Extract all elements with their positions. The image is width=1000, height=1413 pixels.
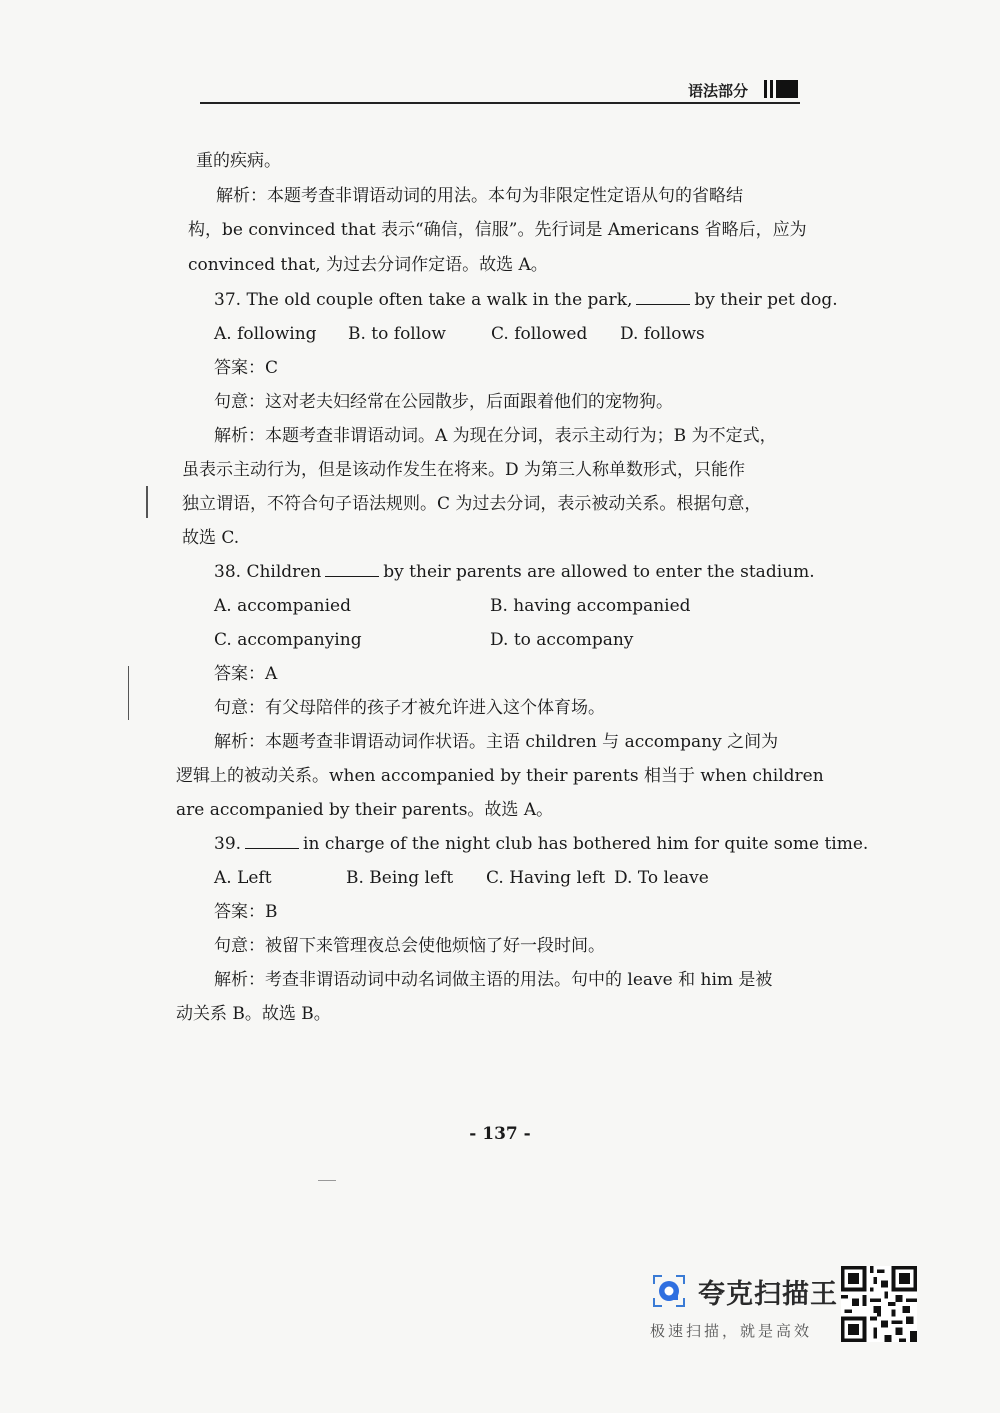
page-number: - 137 - [469,1124,531,1144]
text-line: 解析：本题考查非谓语动词的用法。本句为非限定性定语从句的省略结 [216,186,743,206]
text-line: 重的疾病。 [196,151,281,171]
question-text: 39. [214,834,242,854]
option-c: C. accompanying [214,630,362,650]
option-d: D. follows [620,324,705,344]
text-line: 构，be convinced that 表示“确信，信服”。先行词是 Americans 省略后，应为 [188,220,807,240]
question-text: 38. Children [214,562,322,582]
question-text: in charge of the night club has bothered him for quite some time. [303,834,869,854]
watermark-subtitle: 极速扫描，就是高效 [650,1322,813,1340]
section-title: 语法部分 [687,82,748,100]
explanation-line: 故选 C. [182,528,240,548]
watermark-title: 夸克扫描王 [698,1279,838,1310]
question-text: 37. The old couple often take a walk in the park, [214,290,633,310]
meaning-line: 句意：这对老夫妇经常在公园散步，后面跟着他们的宠物狗。 [214,392,673,412]
margin-mark [146,486,148,518]
explanation-line: 逻辑上的被动关系。when accompanied by their parents 相当于 when children [176,766,824,786]
question-37 [214,289,838,311]
question-38 [214,561,815,583]
answer-line: 答案：C [214,358,279,378]
meaning-line: 句意：有父母陪伴的孩子才被允许进入这个体育场。 [214,698,605,718]
option-c: C. followed [491,324,588,344]
explanation-line: 独立谓语，不符合句子语法规则。C 为过去分词，表示被动关系。根据句意， [182,494,762,514]
explanation-line: 虽表示主动行为，但是该动作发生在将来。D 为第三人称单数形式，只能作 [182,460,746,480]
margin-mark [128,666,129,720]
explanation-line: 解析：本题考查非谓语动词作状语。主语 children 与 accompany 之间为 [214,732,779,752]
option-c: C. Having left [486,868,606,888]
option-d: D. to accompany [490,630,634,650]
option-b: B. Being left [346,868,454,888]
header-rule [200,102,800,104]
quark-scanner-logo-icon [648,1270,690,1312]
explanation-line: are accompanied by their parents。故选 A。 [176,800,554,820]
text-line: convinced that, 为过去分词作定语。故选 A。 [188,255,548,275]
option-a: A. Left [214,868,272,888]
header-mark-icon [760,80,800,98]
qr-code-icon [838,1266,920,1342]
question-text: by their pet dog. [694,290,838,310]
option-d: D. To leave [614,868,709,888]
meaning-line: 句意：被留下来管理夜总会使他烦恼了好一段时间。 [214,936,605,956]
answer-line: 答案：B [214,902,278,922]
explanation-line: 动关系 B。故选 B。 [176,1004,331,1024]
explanation-line: 解析：本题考查非谓语动词。A 为现在分词，表示主动行为；B 为不定式， [214,426,777,446]
scan-smudge [318,1180,336,1181]
answer-line: 答案：A [214,664,278,684]
question-text: by their parents are allowed to enter the stadium. [383,562,815,582]
answer-blank [325,561,379,577]
option-a: A. following [214,324,317,344]
explanation-line: 解析：考查非谓语动词中动名词做主语的用法。句中的 leave 和 him 是被 [214,970,773,990]
option-b: B. to follow [348,324,446,344]
running-header [200,78,800,104]
question-39 [214,833,868,855]
option-a: A. accompanied [214,596,351,616]
option-b: B. having accompanied [490,596,691,616]
answer-blank [636,289,690,305]
answer-blank [245,833,299,849]
